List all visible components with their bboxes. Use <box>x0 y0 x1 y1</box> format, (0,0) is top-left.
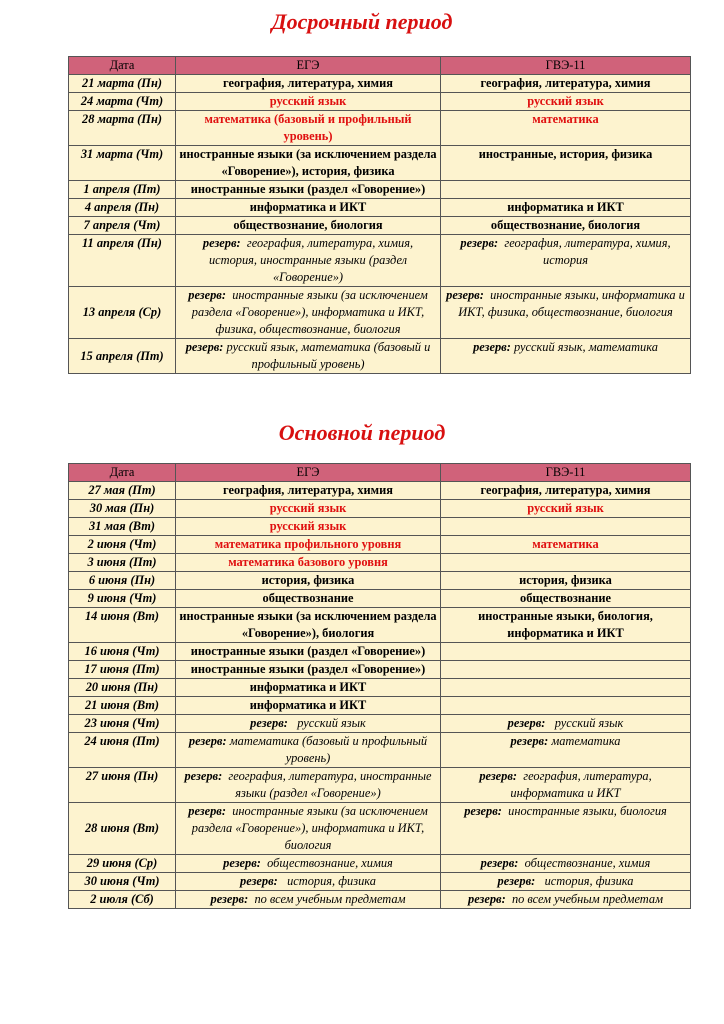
table-row <box>69 733 691 768</box>
reserve-text: иностранные языки, информатика и ИКТ, физика, обществознание, биология <box>458 288 685 319</box>
gve-reserve-cell <box>441 235 691 287</box>
reserve-label: резерв: <box>210 892 249 906</box>
gve-cell: математика <box>441 111 691 146</box>
ege-reserve-cell <box>176 235 441 287</box>
reserve-label: резерв: <box>202 236 241 250</box>
ege-cell: география, литература, химия <box>176 482 441 500</box>
gve-cell <box>441 518 691 536</box>
date-cell: 15 апреля (Пт) <box>69 339 176 374</box>
table-row <box>69 572 691 590</box>
table-row <box>69 482 691 500</box>
table-row <box>69 146 691 181</box>
table-header-row <box>69 57 691 75</box>
date-cell: 16 июня (Чт) <box>69 643 176 661</box>
date-cell: 1 апреля (Пт) <box>69 181 176 199</box>
reserve-label: резерв: <box>188 288 226 302</box>
table-row <box>69 697 691 715</box>
main-period-title: Основной период <box>278 420 446 445</box>
ege-reserve-cell <box>176 855 441 873</box>
main-period-table <box>68 463 691 909</box>
header-gve: ГВЭ-11 <box>441 464 691 482</box>
ege-cell: иностранные языки (за исключением раздела «Говорение»), биология <box>176 608 441 643</box>
date-cell: 28 июня (Вт) <box>69 803 176 855</box>
gve-cell: география, литература, химия <box>441 482 691 500</box>
reserve-label: резерв: <box>479 769 518 783</box>
date-cell: 11 апреля (Пн) <box>69 235 176 287</box>
ege-cell: русский язык <box>176 500 441 518</box>
ege-cell: информатика и ИКТ <box>176 697 441 715</box>
header-ege: ЕГЭ <box>176 464 441 482</box>
reserve-text: обществознание, химия <box>267 856 393 870</box>
gve-cell: математика <box>441 536 691 554</box>
gve-cell: иностранные языки, биология, информатика и ИКТ <box>441 608 691 643</box>
reserve-label: резерв: <box>240 874 278 888</box>
table-row <box>69 768 691 803</box>
date-cell: 9 июня (Чт) <box>69 590 176 608</box>
gve-reserve-cell <box>441 768 691 803</box>
reserve-label: резерв: <box>188 734 227 748</box>
date-cell: 23 июня (Чт) <box>69 715 176 733</box>
table-row <box>69 590 691 608</box>
reserve-text: география, литература, химия, история <box>504 236 671 267</box>
ege-cell: обществознание, биология <box>176 217 441 235</box>
reserve-text: русский язык <box>554 716 624 730</box>
reserve-text: математика <box>551 734 621 748</box>
date-cell: 31 мая (Вт) <box>69 518 176 536</box>
gve-cell: русский язык <box>441 93 691 111</box>
reserve-text: география, литература, информатика и ИКТ <box>510 769 652 800</box>
ege-reserve-cell <box>176 891 441 909</box>
table-header-row <box>69 464 691 482</box>
table-row <box>69 500 691 518</box>
gve-reserve-cell <box>441 287 691 339</box>
gve-cell: русский язык <box>441 500 691 518</box>
gve-cell: история, физика <box>441 572 691 590</box>
ege-cell: география, литература, химия <box>176 75 441 93</box>
gve-cell: география, литература, химия <box>441 75 691 93</box>
gve-reserve-cell <box>441 855 691 873</box>
date-cell: 21 марта (Пн) <box>69 75 176 93</box>
reserve-text: по всем учебным предметам <box>254 892 406 906</box>
reserve-text: обществознание, химия <box>524 856 651 870</box>
date-cell: 30 мая (Пн) <box>69 500 176 518</box>
reserve-label: резерв: <box>464 804 502 818</box>
reserve-label: резерв: <box>507 716 546 730</box>
reserve-label: резерв: <box>223 856 261 870</box>
ege-reserve-cell <box>176 733 441 768</box>
date-cell: 29 июня (Ср) <box>69 855 176 873</box>
reserve-text: история, физика <box>287 874 376 888</box>
date-cell: 3 июня (Пт) <box>69 554 176 572</box>
table-row <box>69 339 691 374</box>
reserve-text: математика (базовый и профильный уровень) <box>229 734 428 765</box>
gve-reserve-cell <box>441 803 691 855</box>
date-cell: 6 июня (Пн) <box>69 572 176 590</box>
ege-cell: математика (базовый и профильный уровень) <box>176 111 441 146</box>
reserve-text: русский язык, математика (базовый и профильный уровень) <box>226 340 431 371</box>
gve-cell: обществознание, биология <box>441 217 691 235</box>
table-row <box>69 536 691 554</box>
ege-cell: иностранные языки (раздел «Говорение») <box>176 181 441 199</box>
ege-cell: информатика и ИКТ <box>176 679 441 697</box>
gve-cell: иностранные, история, физика <box>441 146 691 181</box>
ege-reserve-cell <box>176 873 441 891</box>
ege-cell: русский язык <box>176 518 441 536</box>
date-cell: 27 мая (Пт) <box>69 482 176 500</box>
header-date: Дата <box>69 57 176 75</box>
reserve-label: резерв: <box>184 769 223 783</box>
table-row <box>69 111 691 146</box>
table-row <box>69 235 691 287</box>
ege-cell: информатика и ИКТ <box>176 199 441 217</box>
date-cell: 21 июня (Вт) <box>69 697 176 715</box>
date-cell: 24 июня (Пт) <box>69 733 176 768</box>
date-cell: 14 июня (Вт) <box>69 608 176 643</box>
reserve-text: по всем учебным предметам <box>511 892 663 906</box>
header-gve: ГВЭ-11 <box>441 57 691 75</box>
date-cell: 13 апреля (Ср) <box>69 287 176 339</box>
table-row <box>69 873 691 891</box>
header-ege: ЕГЭ <box>176 57 441 75</box>
ege-cell: обществознание <box>176 590 441 608</box>
gve-reserve-cell <box>441 339 691 374</box>
gve-cell <box>441 643 691 661</box>
reserve-text: география, литература, химия, история, иностранные языки (раздел «Говорение») <box>208 236 414 284</box>
ege-reserve-cell <box>176 287 441 339</box>
gve-cell: обществознание <box>441 590 691 608</box>
reserve-text: русский язык, математика <box>513 340 658 354</box>
table-row <box>69 75 691 93</box>
date-cell: 24 марта (Чт) <box>69 93 176 111</box>
gve-reserve-cell <box>441 891 691 909</box>
reserve-label: резерв: <box>480 856 519 870</box>
reserve-text: история, физика <box>544 874 634 888</box>
ege-cell: математика базового уровня <box>176 554 441 572</box>
gve-reserve-cell <box>441 873 691 891</box>
date-cell: 30 июня (Чт) <box>69 873 176 891</box>
gve-cell <box>441 554 691 572</box>
header-date: Дата <box>69 464 176 482</box>
reserve-label: резерв: <box>250 716 288 730</box>
table-row <box>69 715 691 733</box>
table-row <box>69 217 691 235</box>
reserve-label: резерв: <box>468 892 506 906</box>
ege-cell: иностранные языки (за исключением раздела «Говорение»), история, физика <box>176 146 441 181</box>
reserve-label: резерв: <box>185 340 224 354</box>
gve-cell <box>441 661 691 679</box>
gve-reserve-cell <box>441 733 691 768</box>
date-cell: 17 июня (Пт) <box>69 661 176 679</box>
gve-cell <box>441 181 691 199</box>
table-row <box>69 803 691 855</box>
table-row <box>69 855 691 873</box>
ege-reserve-cell <box>176 768 441 803</box>
reserve-text: иностранные языки (за исключением раздела «Говорение»), информатика и ИКТ, физика, обществознание, биология <box>191 288 428 336</box>
reserve-text: география, литература, иностранные языки (раздел «Говорение») <box>228 769 432 800</box>
table-row <box>69 181 691 199</box>
table-row <box>69 93 691 111</box>
table-row <box>69 608 691 643</box>
table-row <box>69 554 691 572</box>
table-row <box>69 679 691 697</box>
reserve-text: русский язык <box>297 716 366 730</box>
ege-reserve-cell <box>176 339 441 374</box>
early-period-table <box>68 56 691 374</box>
reserve-label: резерв: <box>460 236 499 250</box>
date-cell: 7 апреля (Чт) <box>69 217 176 235</box>
table-row <box>69 199 691 217</box>
reserve-label: резерв: <box>510 734 549 748</box>
table-row <box>69 891 691 909</box>
reserve-label: резерв: <box>497 874 536 888</box>
date-cell: 31 марта (Чт) <box>69 146 176 181</box>
date-cell: 2 июля (Сб) <box>69 891 176 909</box>
gve-cell: информатика и ИКТ <box>441 199 691 217</box>
ege-reserve-cell <box>176 715 441 733</box>
date-cell: 4 апреля (Пн) <box>69 199 176 217</box>
reserve-label: резерв: <box>188 804 226 818</box>
ege-cell: иностранные языки (раздел «Говорение») <box>176 643 441 661</box>
early-period-title: Досрочный период <box>271 9 453 34</box>
date-cell: 2 июня (Чт) <box>69 536 176 554</box>
reserve-label: резерв: <box>473 340 511 354</box>
gve-reserve-cell <box>441 715 691 733</box>
ege-cell: математика профильного уровня <box>176 536 441 554</box>
gve-cell <box>441 697 691 715</box>
reserve-label: резерв: <box>446 288 484 302</box>
reserve-text: иностранные языки (за исключением раздела «Говорение»), информатика и ИКТ, биология <box>191 804 428 852</box>
gve-cell <box>441 679 691 697</box>
table-row <box>69 643 691 661</box>
reserve-text: иностранные языки, биология <box>508 804 667 818</box>
date-cell: 27 июня (Пн) <box>69 768 176 803</box>
table-row <box>69 287 691 339</box>
ege-cell: иностранные языки (раздел «Говорение») <box>176 661 441 679</box>
ege-cell: история, физика <box>176 572 441 590</box>
ege-reserve-cell <box>176 803 441 855</box>
date-cell: 20 июня (Пн) <box>69 679 176 697</box>
date-cell: 28 марта (Пн) <box>69 111 176 146</box>
ege-cell: русский язык <box>176 93 441 111</box>
table-row <box>69 518 691 536</box>
table-row <box>69 661 691 679</box>
